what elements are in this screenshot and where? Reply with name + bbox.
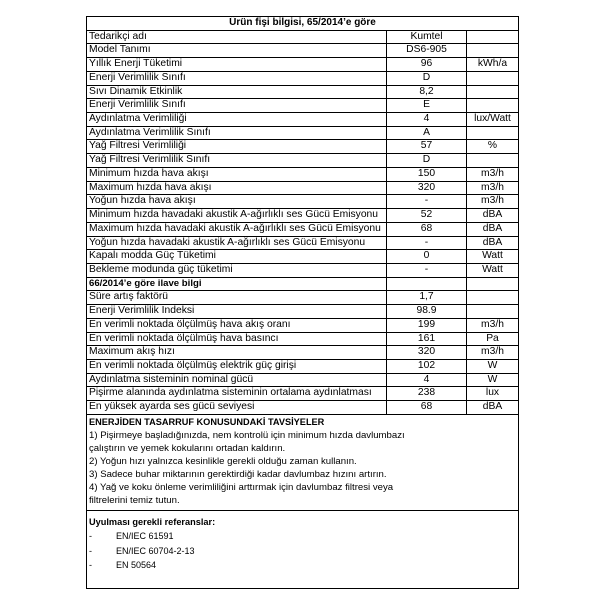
table-row — [87, 250, 518, 264]
row-value: 238 — [386, 387, 466, 400]
row-unit: dBA — [466, 223, 518, 236]
row-unit: Pa — [466, 333, 518, 346]
row-label: Enerji Verimlilik Sınıfı — [89, 71, 186, 83]
row-label: Sıvı Dinamik Etkinlik — [89, 85, 183, 97]
row-label: Kapalı modda Güç Tüketimi — [89, 250, 216, 262]
row-value: 150 — [386, 168, 466, 181]
table-row — [87, 31, 518, 45]
table-row — [87, 387, 518, 401]
table-header-row — [87, 17, 518, 31]
row-unit — [466, 127, 518, 140]
row-value: - — [386, 237, 466, 250]
row-value: - — [386, 195, 466, 208]
row-value: 320 — [386, 346, 466, 359]
row-unit: lux — [466, 387, 518, 400]
row-unit — [466, 99, 518, 112]
row-unit — [466, 72, 518, 85]
empty-cell — [386, 278, 466, 291]
table-row — [87, 168, 518, 182]
row-label: Maximum hızda hava akışı — [89, 181, 212, 193]
row-label: Tedarikçi adı — [89, 30, 147, 42]
table-row — [87, 319, 518, 333]
row-label: Minimum hızda hava akışı — [89, 167, 209, 179]
table-row — [87, 346, 518, 360]
row-label: Model Tanımı — [89, 44, 151, 56]
row-value: E — [386, 99, 466, 112]
table-row — [87, 140, 518, 154]
row-value: 102 — [386, 360, 466, 373]
row-unit — [466, 31, 518, 44]
row-unit: dBA — [466, 401, 518, 414]
reference-text: EN/IEC 60704-2-13 — [116, 545, 195, 556]
row-value: 57 — [386, 140, 466, 153]
reference-bullet: - — [89, 560, 92, 571]
row-label: Aydınlatma Verimliliği — [89, 113, 187, 125]
product-info-table — [86, 16, 519, 415]
table-row — [87, 86, 518, 100]
energy-saving-tips — [86, 415, 519, 511]
table-row — [87, 127, 518, 141]
row-value: D — [386, 72, 466, 85]
row-value: 52 — [386, 209, 466, 222]
row-value: Kumtel — [386, 31, 466, 44]
row-value: 320 — [386, 182, 466, 195]
row-value: 68 — [386, 223, 466, 236]
row-label: Aydınlatma Verimlilik Sınıfı — [89, 126, 211, 138]
row-unit: % — [466, 140, 518, 153]
table-row — [87, 58, 518, 72]
row-unit — [466, 44, 518, 57]
row-value: 161 — [386, 333, 466, 346]
row-value: 4 — [386, 113, 466, 126]
row-label: Yoğun hızda havadaki akustik A-ağırlıklı ses Gücü Emisyonu — [89, 236, 366, 248]
row-label: En verimli noktada ölçülmüş elektrik güç girişi — [89, 359, 297, 371]
table-row — [87, 195, 518, 209]
row-label: Yağ Filtresi Verimliliği — [89, 140, 187, 152]
row-value: A — [386, 127, 466, 140]
row-unit: lux/Watt — [466, 113, 518, 126]
row-unit: m3/h — [466, 319, 518, 332]
row-unit: m3/h — [466, 195, 518, 208]
row-unit: dBA — [466, 209, 518, 222]
tip-item: 4) Yağ ve koku önleme verimliliğini arttırmak için davlumbaz filtresi veya filtrelerini temiz tutun. — [89, 481, 394, 506]
row-label: Bekleme modunda güç tüketimi — [89, 263, 233, 275]
empty-cell — [466, 278, 518, 291]
section-heading: 66/2014’e göre ilave bilgi — [89, 277, 202, 289]
reference-item — [89, 544, 516, 559]
table-row — [87, 401, 518, 415]
row-unit: Watt — [466, 264, 518, 277]
row-unit: W — [466, 374, 518, 387]
row-value: 1,7 — [386, 291, 466, 304]
row-unit: m3/h — [466, 182, 518, 195]
table-row — [87, 305, 518, 319]
table-row — [87, 113, 518, 127]
row-label: Enerji Verimlilik Sınıfı — [89, 99, 186, 111]
row-unit: m3/h — [466, 346, 518, 359]
row-label: Minimum hızda havadaki akustik A-ağırlıklı ses Gücü Emisyonu — [89, 209, 379, 221]
references-title: Uyulması gerekli referanslar: — [89, 516, 216, 527]
table-row — [87, 154, 518, 168]
row-value: 68 — [386, 401, 466, 414]
section-heading-row — [87, 278, 518, 292]
tip-item: 2) Yoğun hızı yalnızca kesinlikle gerekli olduğu zaman kullanın. — [89, 455, 357, 467]
row-value: D — [386, 154, 466, 167]
row-unit: Watt — [466, 250, 518, 263]
reference-bullet: - — [89, 531, 92, 542]
row-value: 98.9 — [386, 305, 466, 318]
reference-item — [89, 529, 516, 544]
row-label: Maximum akış hızı — [89, 346, 175, 358]
table-row — [87, 182, 518, 196]
row-value: 199 — [386, 319, 466, 332]
row-label: Aydınlatma sisteminin nominal gücü — [89, 373, 254, 385]
row-label: En yüksek ayarda ses gücü seviyesi — [89, 401, 255, 413]
table-row — [87, 44, 518, 58]
table-row — [87, 360, 518, 374]
table-row — [87, 264, 518, 278]
tips-title: ENERJİDEN TASARRUF KONUSUNDAKİ TAVSİYELER — [89, 416, 325, 427]
row-value: - — [386, 264, 466, 277]
table-row — [87, 333, 518, 347]
product-information-document — [86, 16, 519, 589]
row-value: 0 — [386, 250, 466, 263]
reference-text: EN 50564 — [116, 560, 157, 571]
row-unit: m3/h — [466, 168, 518, 181]
row-label: Pişirme alanında aydınlatma sisteminin ortalama aydınlatması — [89, 387, 372, 399]
tip-item: 3) Sadece buhar miktarının gerektirdiği kadar davlumbaz hızını artırın. — [89, 468, 387, 480]
row-label: En verimli noktada ölçülmüş hava akış oranı — [89, 318, 291, 330]
row-label: Maximum hızda havadaki akustik A-ağırlıklı ses Gücü Emisyonu — [89, 222, 381, 234]
row-label: Yağ Filtresi Verimlilik Sınıfı — [89, 154, 211, 166]
table-row — [87, 99, 518, 113]
reference-item — [89, 558, 516, 573]
reference-text: EN/IEC 61591 — [116, 531, 174, 542]
row-unit — [466, 291, 518, 304]
table-row — [87, 209, 518, 223]
row-unit: W — [466, 360, 518, 373]
row-label: Yoğun hızda hava akışı — [89, 195, 196, 207]
row-label: Süre artış faktörü — [89, 291, 168, 303]
tip-item: 1) Pişirmeye başladığınızda, nem kontrolü için minimum hızda davlumbazı çalıştırın ve yemek kokularını ortadan kaldırın. — [89, 429, 405, 454]
row-label: En verimli noktada ölçülmüş hava basıncı — [89, 332, 279, 344]
table-row — [87, 223, 518, 237]
row-value: 4 — [386, 374, 466, 387]
row-unit: kWh/a — [466, 58, 518, 71]
table-row — [87, 291, 518, 305]
row-value: DS6-905 — [386, 44, 466, 57]
row-unit — [466, 305, 518, 318]
row-unit — [466, 154, 518, 167]
row-label: Enerji Verimlilik İndeksi — [89, 305, 195, 317]
row-label: Yıllık Enerji Tüketimi — [89, 58, 183, 70]
required-references — [86, 511, 519, 589]
row-unit: dBA — [466, 237, 518, 250]
reference-bullet: - — [89, 545, 92, 556]
sheet-title: Ürün fişi bilgisi, 65/2014’e göre — [229, 17, 376, 28]
row-value: 8,2 — [386, 86, 466, 99]
row-value: 96 — [386, 58, 466, 71]
table-row — [87, 374, 518, 388]
table-row — [87, 237, 518, 251]
row-unit — [466, 86, 518, 99]
table-row — [87, 72, 518, 86]
